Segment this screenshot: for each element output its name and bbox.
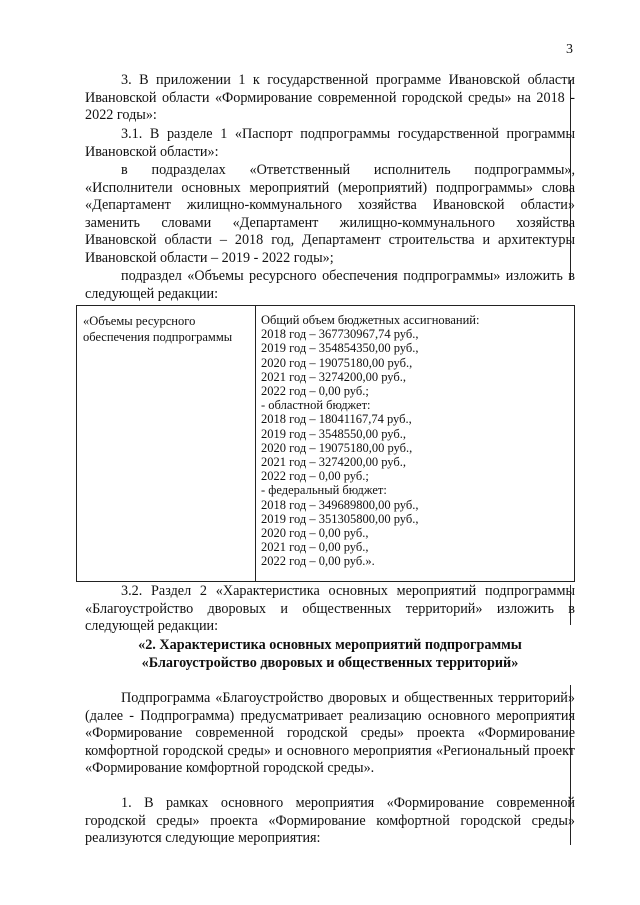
resource-table [76, 305, 575, 582]
paragraph-3: 3. В приложении 1 к государственной программе Ивановской области Ивановской области «Формирование современной городской среды» на 2018 - 2022 годы»: [85, 72, 575, 124]
paragraph-subprogram: Подпрограмма «Благоустройство дворовых и общественных территорий» (далее - Подпрограмма) предусматривает реализацию основного мероприятия «Формирование современной городской среды» проекта «Формирование комфортной городской среды» и основного мероприятия «Региональный проект «Формирование комфортной городской среды». [85, 690, 575, 777]
table-line: 2022 год – 0,00 руб.; [261, 384, 369, 399]
table-line: - областной бюджет: [261, 398, 371, 413]
paragraph-3-1: 3.1. В разделе 1 «Паспорт подпрограммы государственной программы Ивановской области»: [85, 126, 575, 160]
paragraph-measures: 1. В рамках основного мероприятия «Формирование современной городской среды» проекта «Формирование комфортной городской среды» реализуются следующие мероприятия: [85, 795, 575, 847]
table-line: - федеральный бюджет: [261, 483, 387, 498]
section-heading-line-1: «2. Характеристика основных мероприятий подпрограммы [138, 637, 522, 653]
section-heading-line-2: «Благоустройство дворовых и общественных территорий» [141, 655, 519, 671]
table-line: 2018 год – 349689800,00 руб., [261, 497, 419, 512]
table-line: 2022 год – 0,00 руб.; [261, 469, 369, 484]
table-line: 2020 год – 19075180,00 руб., [261, 440, 413, 455]
table-right-cell [261, 313, 566, 569]
table-line: 2019 год – 351305800,00 руб., [261, 511, 419, 526]
section-heading [85, 636, 575, 672]
table-line: 2020 год – 0,00 руб., [261, 526, 369, 541]
paragraph-subsections: в подразделах «Ответственный исполнитель подпрограммы», «Исполнители основных мероприятий (мероприятий) подпрограммы» слова «Департамент жилищно-коммунального хозяйства Ивановской области» заменить словами «Департамент жилищно-коммунального хозяйства Ивановской области – 2018 год, Департамент строительства и архитектуры Ивановской области – 2019 - 2022 годы»; [85, 162, 575, 266]
table-left-cell: «Объемы ресурсного обеспечения подпрограммы [83, 314, 233, 344]
table-line: 2020 год – 19075180,00 руб., [261, 355, 413, 370]
table-line: 2022 год – 0,00 руб.». [261, 554, 375, 569]
paragraph-3-2: 3.2. Раздел 2 «Характеристика основных мероприятий подпрограммы «Благоустройство дворовых и общественных территорий» изложить в следующей редакции: [85, 583, 575, 635]
table-line: 2019 год – 3548550,00 руб., [261, 426, 406, 441]
table-column-divider [255, 306, 256, 581]
paragraph-resource-subsection: подраздел «Объемы ресурсного обеспечения подпрограммы» изложить в следующей редакции: [85, 268, 575, 302]
table-line: 2021 год – 0,00 руб., [261, 540, 369, 555]
table-line: 2021 год – 3274200,00 руб., [261, 369, 406, 384]
table-line: 2018 год – 367730967,74 руб., [261, 327, 419, 342]
page-number: 3 [566, 42, 573, 57]
table-line: Общий объем бюджетных ассигнований: [261, 313, 480, 327]
table-line: 2019 год – 354854350,00 руб., [261, 341, 419, 356]
table-line: 2021 год – 3274200,00 руб., [261, 455, 406, 470]
table-line: 2018 год – 18041167,74 руб., [261, 412, 412, 427]
